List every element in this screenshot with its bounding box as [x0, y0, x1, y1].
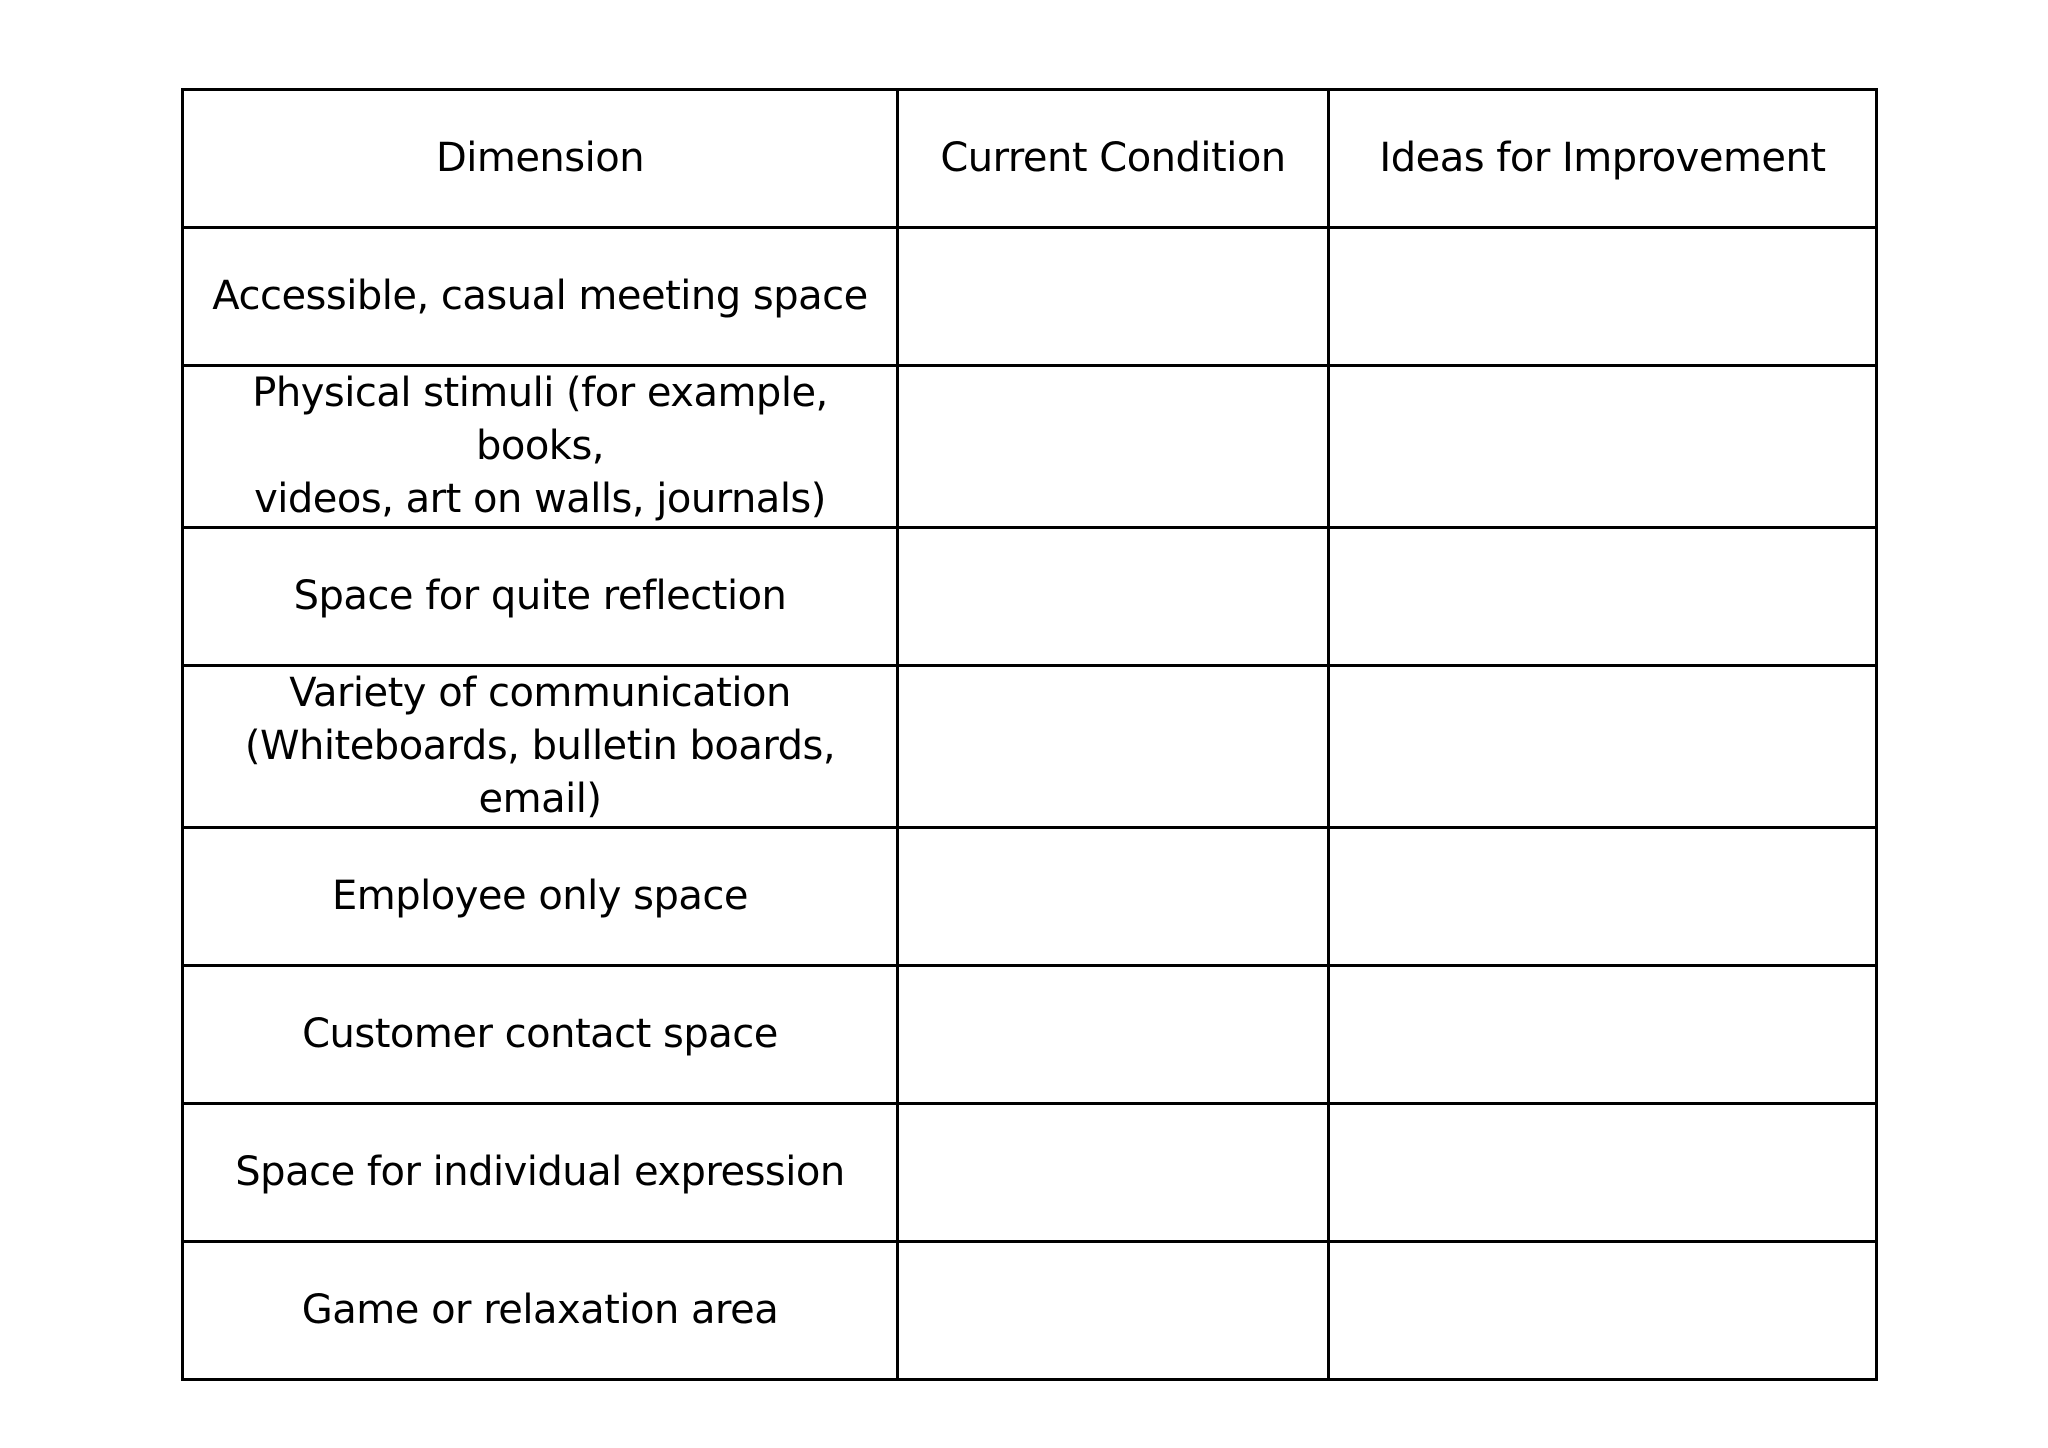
- ideas-cell[interactable]: [1329, 528, 1877, 666]
- current-condition-cell[interactable]: [898, 1104, 1329, 1242]
- table-row: [183, 966, 1877, 1104]
- table-header-row: [183, 90, 1877, 228]
- table-row: [183, 228, 1877, 366]
- current-condition-cell[interactable]: [898, 1242, 1329, 1380]
- current-condition-cell[interactable]: [898, 828, 1329, 966]
- table-row: [183, 1242, 1877, 1380]
- current-condition-cell[interactable]: [898, 366, 1329, 528]
- table-row: [183, 1104, 1877, 1242]
- table-row: [183, 366, 1877, 528]
- dimension-line: Physical stimuli (for example, books,: [252, 370, 828, 469]
- dimension-cell: [183, 1242, 898, 1380]
- dimension-cell: [183, 228, 898, 366]
- table-row: [183, 828, 1877, 966]
- assessment-table: [181, 88, 1878, 1381]
- ideas-cell[interactable]: [1329, 828, 1877, 966]
- ideas-cell[interactable]: [1329, 1104, 1877, 1242]
- header-current-condition: Current Condition: [898, 90, 1329, 228]
- worksheet: [181, 88, 1875, 1331]
- dimension-line: Employee only space: [332, 873, 748, 919]
- ideas-cell[interactable]: [1329, 666, 1877, 828]
- dimension-cell: [183, 828, 898, 966]
- header-ideas-for-improvement: Ideas for Improvement: [1329, 90, 1877, 228]
- dimension-line: Space for individual expression: [235, 1149, 845, 1195]
- dimension-line: Variety of communication: [289, 670, 791, 716]
- header-dimension: Dimension: [183, 90, 898, 228]
- dimension-cell: [183, 1104, 898, 1242]
- dimension-line: (Whiteboards, bulletin boards, email): [244, 723, 836, 822]
- dimension-cell: [183, 366, 898, 528]
- ideas-cell[interactable]: [1329, 228, 1877, 366]
- dimension-line: Space for quite reflection: [293, 573, 787, 619]
- dimension-cell: [183, 966, 898, 1104]
- current-condition-cell[interactable]: [898, 528, 1329, 666]
- ideas-cell[interactable]: [1329, 366, 1877, 528]
- ideas-cell[interactable]: [1329, 966, 1877, 1104]
- dimension-line: Game or relaxation area: [301, 1287, 779, 1333]
- dimension-line: videos, art on walls, journals): [254, 476, 826, 522]
- table-row: [183, 666, 1877, 828]
- dimension-cell: [183, 528, 898, 666]
- table-row: [183, 528, 1877, 666]
- dimension-cell: [183, 666, 898, 828]
- current-condition-cell[interactable]: [898, 666, 1329, 828]
- dimension-line: Customer contact space: [302, 1011, 778, 1057]
- ideas-cell[interactable]: [1329, 1242, 1877, 1380]
- current-condition-cell[interactable]: [898, 228, 1329, 366]
- dimension-line: Accessible, casual meeting space: [212, 273, 868, 319]
- current-condition-cell[interactable]: [898, 966, 1329, 1104]
